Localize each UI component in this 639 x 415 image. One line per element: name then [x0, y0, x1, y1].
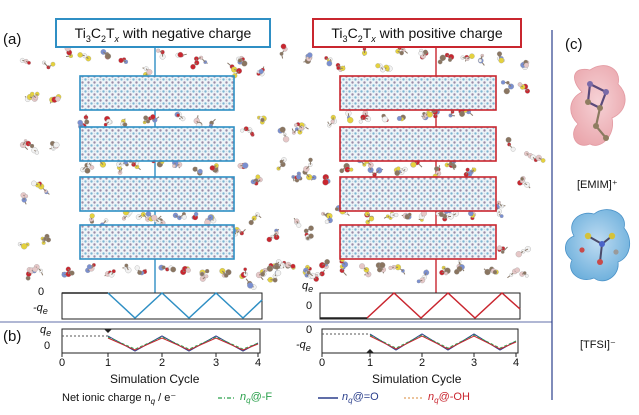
title-neg-text: with negative charge — [119, 25, 252, 41]
axis-b-right-bottom-sub: e — [305, 343, 311, 354]
axis-b-right-bottom-q: -q — [296, 339, 306, 351]
title-neg-c: C — [90, 25, 101, 41]
xtick-right-1: 1 — [367, 357, 374, 369]
legend-f-label: @-F — [250, 391, 273, 403]
axis-a-right-top-sub: e — [308, 284, 314, 295]
axis-b-left-top-sub: e — [46, 328, 52, 339]
title-neg-t: T — [105, 25, 115, 41]
emim-structure — [571, 66, 625, 146]
panel-label-a: (a) — [3, 31, 22, 48]
xtick-right-3: 3 — [471, 357, 478, 369]
legend-item-f: $n_q@-F$ — [240, 391, 273, 406]
axis-b-left-bottom: 0 — [44, 340, 51, 352]
xlabel-left: Simulation Cycle — [110, 372, 200, 386]
title-neg-sub1: 3 — [85, 33, 91, 44]
mxene-slabs-positive — [340, 76, 496, 259]
xtick-right-4: 4 — [513, 357, 520, 369]
title-pos-sub2: 2 — [357, 33, 363, 44]
title-negative-charge — [55, 18, 271, 48]
xtick-left-0: 0 — [59, 357, 66, 369]
xtick-right-0: 0 — [319, 357, 326, 369]
axis-b-left-top — [40, 324, 51, 338]
axis-b-right-bottom — [296, 339, 311, 353]
tfsi-structure — [565, 210, 629, 281]
axis-a-left-bottom-q: -q — [33, 302, 43, 314]
legend-o-label: @=O — [352, 391, 379, 403]
ion-label-emim: [EMIM]⁺ — [577, 179, 618, 191]
xtick-left-3: 3 — [213, 357, 220, 369]
title-neg-ti: Ti — [74, 25, 86, 41]
axis-b-right-top: 0 — [306, 324, 313, 336]
legend: Net ionic charge $n_q / e^-$ — [62, 392, 177, 407]
xtick-left-1: 1 — [105, 357, 112, 369]
legend-oh-label: @-OH — [438, 391, 470, 403]
title-pos-t: T — [362, 25, 372, 41]
axis-a-left-bottom-sub: e — [42, 306, 48, 317]
axis-a-left-bottom — [33, 302, 48, 316]
net-charge-plot-right — [322, 329, 518, 357]
title-pos-text: with positive charge — [375, 25, 503, 41]
axis-a-right-top-q: q — [302, 280, 309, 292]
xtick-right-2: 2 — [419, 357, 426, 369]
xtick-left-4: 4 — [255, 357, 262, 369]
title-pos-ti: Ti — [331, 25, 343, 41]
title-neg-x: x — [114, 33, 120, 44]
legend-item-o: $n_q@=O$ — [342, 391, 379, 406]
title-pos-sub1: 3 — [342, 33, 348, 44]
xlabel-right: Simulation Cycle — [372, 372, 462, 386]
charge-waveform-negative — [62, 293, 262, 319]
title-pos-x: x — [371, 33, 376, 44]
title-positive-charge — [312, 18, 522, 48]
net-charge-plot-left — [62, 329, 260, 357]
title-pos-c: C — [347, 25, 358, 41]
title-neg-sub2: 2 — [100, 33, 106, 44]
legend-title: Net ionic charge n — [62, 392, 151, 404]
axis-b-left-top-q: q — [40, 324, 47, 336]
legend-title-unit: / e⁻ — [155, 392, 177, 404]
axis-a-left-top: 0 — [38, 286, 45, 298]
axis-a-right-bottom: 0 — [306, 300, 313, 312]
xtick-left-2: 2 — [159, 357, 166, 369]
panel-label-b: (b) — [3, 328, 22, 345]
charge-waveform-positive — [320, 293, 520, 319]
ion-label-tfsi: [TFSI]⁻ — [580, 339, 616, 351]
axis-a-right-top — [302, 280, 313, 294]
panel-label-c: (c) — [565, 36, 583, 53]
legend-item-oh: $n_q@-OH$ — [428, 391, 470, 406]
